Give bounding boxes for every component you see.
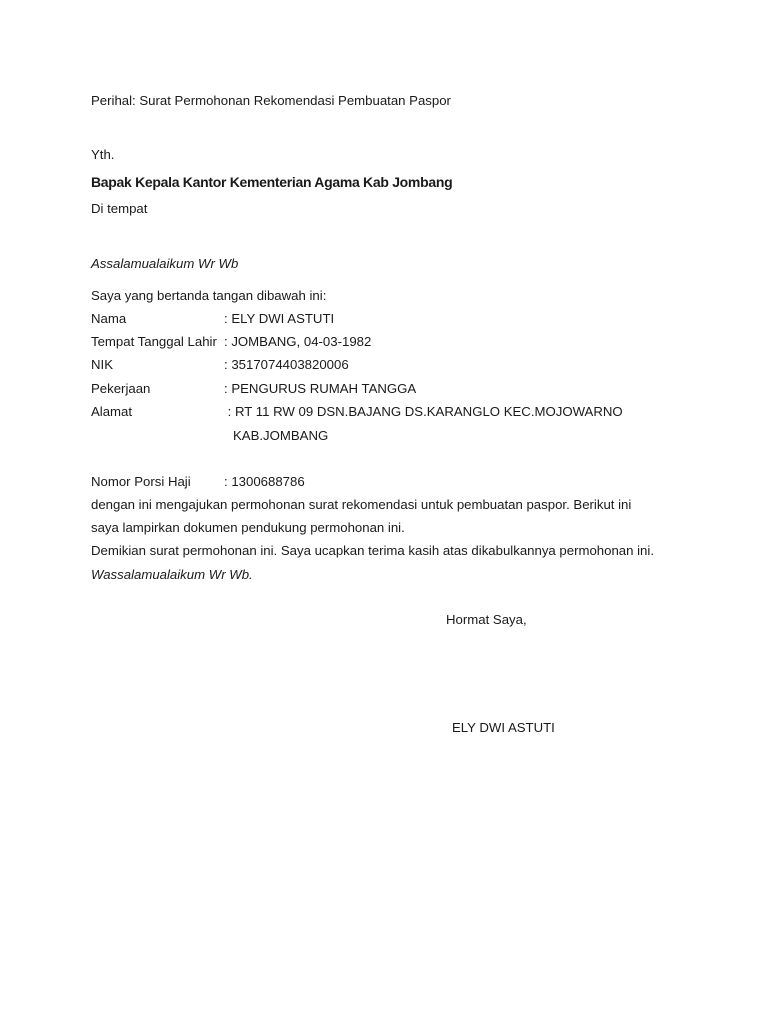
body-line-1: dengan ini mengajukan permohonan surat rekomendasi untuk pembuatan paspor. Berikut ini (91, 497, 632, 512)
recipient-greeting: Yth. (91, 147, 115, 162)
field-row-nama (91, 310, 334, 328)
field-label: Alamat (91, 404, 133, 419)
closing-regards: Hormat Saya, (446, 612, 527, 627)
signer-name: ELY DWI ASTUTI (452, 720, 555, 735)
field-value: : 1300688786 (224, 474, 305, 489)
field-label: Nomor Porsi Haji (91, 474, 191, 489)
field-label: NIK (91, 357, 113, 372)
body-line-3: Demikian surat permohonan ini. Saya ucapkan terima kasih atas dikabulkannya permohonan ini. (91, 543, 654, 558)
opening-salutation: Assalamualaikum Wr Wb (91, 256, 239, 271)
field-value: : JOMBANG, 04-03-1982 (224, 334, 372, 349)
address-continued: KAB.JOMBANG (233, 428, 329, 443)
field-row-pekerjaan (91, 380, 416, 398)
field-value: : 3517074403820006 (224, 357, 349, 372)
field-value: : PENGURUS RUMAH TANGGA (224, 381, 417, 396)
body-line-2: saya lampirkan dokumen pendukung permohonan ini. (91, 520, 405, 535)
field-label: Nama (91, 311, 127, 326)
recipient-place: Di tempat (91, 201, 148, 216)
field-row-porsi (91, 473, 305, 491)
closing-salutation: Wassalamualaikum Wr Wb. (91, 567, 253, 582)
field-row-ttl (91, 333, 371, 351)
field-value: : RT 11 RW 09 DSN.BAJANG DS.KARANGLO KEC.MOJOWARNO (224, 404, 623, 419)
field-row-alamat (91, 403, 623, 421)
subject-line: Perihal: Surat Permohonan Rekomendasi Pembuatan Paspor (91, 93, 451, 108)
field-value: : ELY DWI ASTUTI (224, 311, 335, 326)
recipient-name: Bapak Kepala Kantor Kementerian Agama Kab Jombang (91, 174, 453, 190)
field-label: Tempat Tanggal Lahir (91, 334, 217, 349)
field-row-nik (91, 356, 349, 374)
field-label: Pekerjaan (91, 381, 151, 396)
intro-text: Saya yang bertanda tangan dibawah ini: (91, 288, 327, 303)
